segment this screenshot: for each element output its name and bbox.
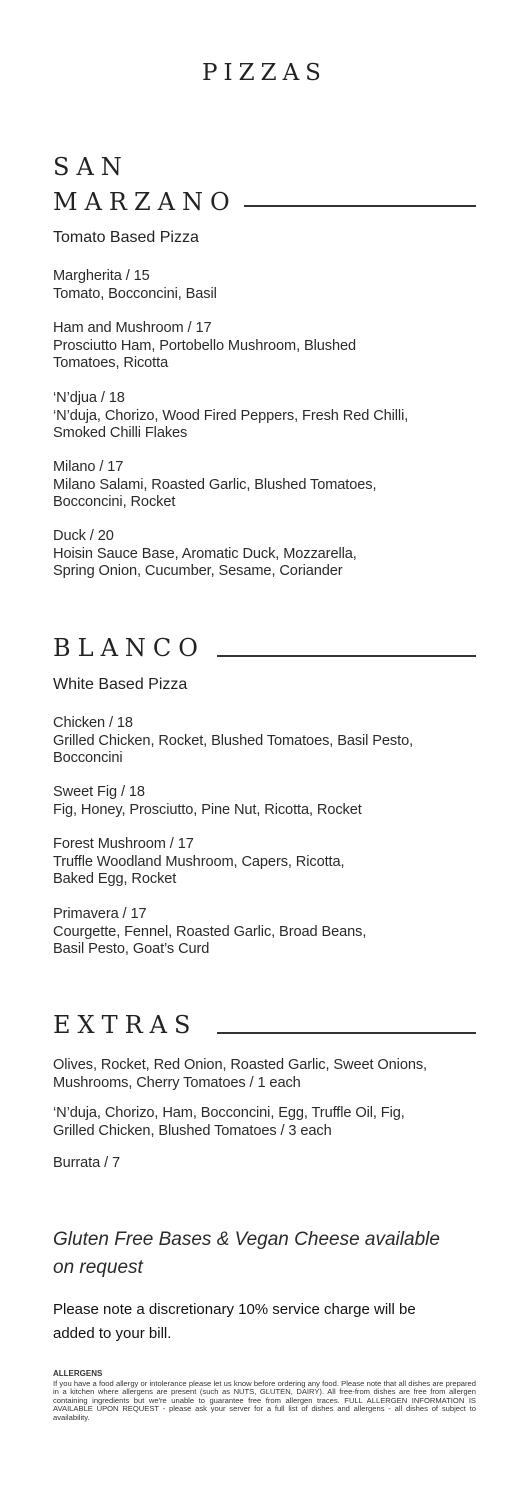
item-name-price: Margherita / 15 [53, 268, 150, 284]
gluten-free-note [53, 1226, 493, 1282]
extras-item [53, 1105, 493, 1140]
section-divider [217, 1032, 476, 1034]
page-title: PIZZAS [202, 60, 327, 86]
item-description: Mushrooms, Cherry Tomatoes / 1 each [53, 1074, 301, 1091]
section-divider [244, 205, 476, 207]
allergens-text: If you have a food allergy or intolerance please let us know before ordering any food. Please note that all dishes are prepared in a kitchen where allergens are present (such as NUTS, GLUTEN, DAIRY). All free-from dishes are free from allergen containing ingredients but we're unable to guarantee free from allergen traces. FULL ALLERGEN INFORMATION IS AVAILABLE UPON REQUEST - please ask your server for a full list of dishes and allergens - all dishes of subject to availability. [53, 1378, 476, 1422]
item-description: Baked Egg, Rocket [53, 871, 177, 887]
item-description: Grilled Chicken, Rocket, Blushed Tomatoes, Basil Pesto, [53, 732, 414, 749]
item-name-price: Duck / 20 [53, 528, 114, 544]
gluten-free-note-line1: Gluten Free Bases & Vegan Cheese available [53, 1229, 440, 1250]
section-subtitle: Tomato Based Pizza [53, 229, 199, 246]
item-name-price: Forest Mushroom / 17 [53, 836, 194, 852]
item-description: Fig, Honey, Prosciutto, Pine Nut, Ricotta, Rocket [53, 801, 362, 818]
item-description: Grilled Chicken, Blushed Tomatoes / 3 each [53, 1122, 332, 1139]
item-description: Tomatoes, Ricotta [53, 355, 169, 371]
extras-item [53, 1155, 493, 1173]
item-name-price: Primavera / 17 [53, 906, 147, 922]
section-title-blanco: BLANCO [53, 634, 205, 662]
section-title-san-marzano-line1: SAN [53, 153, 129, 181]
item-description: Spring Onion, Cucumber, Sesame, Coriander [53, 563, 343, 579]
menu-item [53, 715, 493, 768]
menu-item [53, 906, 493, 959]
menu-item [53, 784, 493, 819]
item-description: ‘N’duja, Chorizo, Wood Fired Peppers, Fresh Red Chilli, [53, 407, 409, 424]
item-description: Bocconcini, Rocket [53, 494, 176, 510]
menu-item [53, 320, 493, 373]
item-description: Smoked Chilli Flakes [53, 425, 188, 441]
item-name-price: Sweet Fig / 18 [53, 784, 145, 800]
menu-item [53, 459, 493, 512]
menu-item [53, 268, 493, 303]
service-charge-line2: added to your bill. [53, 1325, 172, 1342]
item-description: Basil Pesto, Goat’s Curd [53, 941, 210, 957]
item-name-price: ‘N’djua / 18 [53, 390, 125, 406]
gluten-free-note-line2: on request [53, 1257, 143, 1278]
item-description: ‘N’duja, Chorizo, Ham, Bocconcini, Egg, Truffle Oil, Fig, [53, 1105, 405, 1121]
item-description: Prosciutto Ham, Portobello Mushroom, Blushed [53, 337, 357, 354]
allergens-heading: ALLERGENS [53, 1369, 103, 1378]
section-subtitle: White Based Pizza [53, 676, 188, 693]
section-title-san-marzano-line2: MARZANO [53, 188, 237, 216]
item-description: Olives, Rocket, Red Onion, Roasted Garlic, Sweet Onions, [53, 1057, 428, 1073]
item-description: Truffle Woodland Mushroom, Capers, Ricotta, [53, 853, 345, 870]
allergens-block [53, 1370, 476, 1423]
extras-item [53, 1057, 493, 1092]
menu-item [53, 390, 493, 443]
item-description: Tomato, Bocconcini, Basil [53, 285, 217, 302]
service-charge-note [53, 1298, 483, 1346]
item-description: Courgette, Fennel, Roasted Garlic, Broad Beans, [53, 923, 367, 940]
item-name-price: Chicken / 18 [53, 715, 133, 731]
item-description: Burrata / 7 [53, 1155, 121, 1171]
service-charge-line1: Please note a discretionary 10% service charge will be [53, 1301, 416, 1318]
item-description: Hoisin Sauce Base, Aromatic Duck, Mozzarella, [53, 545, 357, 562]
section-divider [217, 655, 476, 657]
section-title-extras: EXTRAS [53, 1011, 198, 1039]
item-name-price: Ham and Mushroom / 17 [53, 320, 212, 336]
item-name-price: Milano / 17 [53, 459, 124, 475]
item-description: Milano Salami, Roasted Garlic, Blushed Tomatoes, [53, 476, 377, 493]
item-description: Bocconcini [53, 750, 123, 766]
menu-item [53, 836, 493, 889]
menu-item [53, 528, 493, 581]
